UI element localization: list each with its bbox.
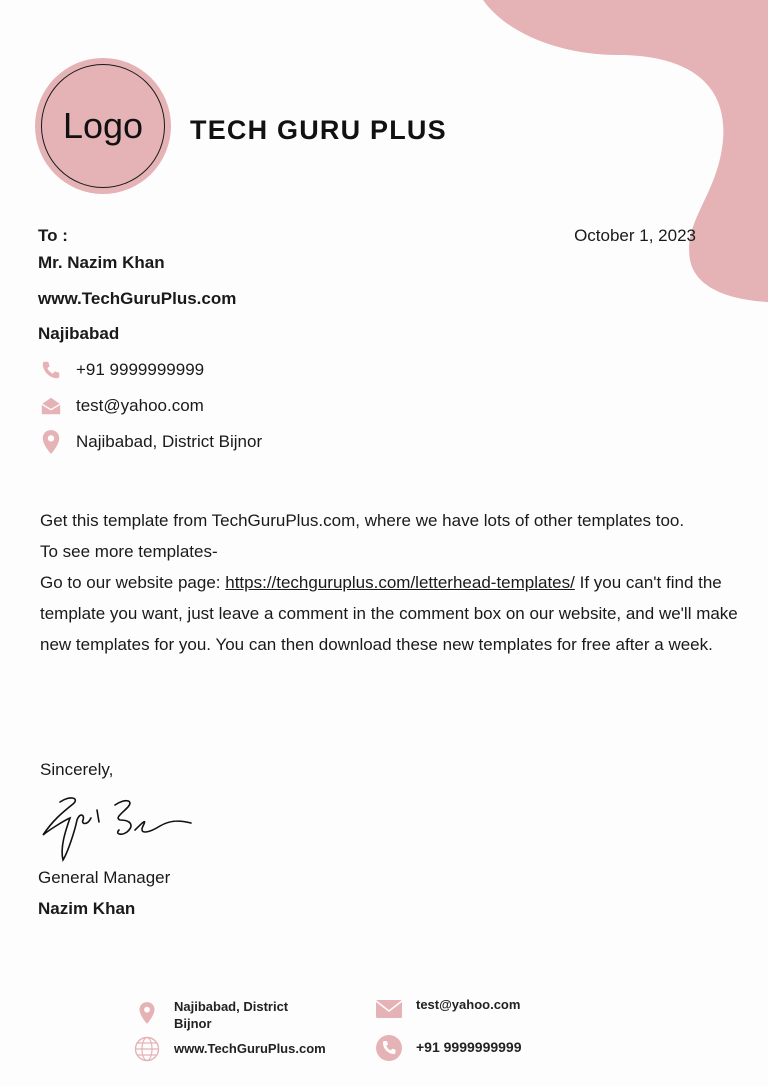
closing: Sincerely, xyxy=(40,760,114,779)
logo xyxy=(35,58,171,194)
footer-phone xyxy=(374,1033,522,1063)
body-line-3-suffix: If you can't find the template you want, just leave a comment in the comment box on our website, and we'll make new templates for you. You can then download these new templates for free after a week. xyxy=(40,573,738,654)
letter-date: October 1, 2023 xyxy=(574,226,696,245)
map-pin-icon xyxy=(38,429,64,455)
contact-address-row xyxy=(38,429,262,455)
phone-icon xyxy=(374,1033,404,1063)
letter-body xyxy=(40,505,740,660)
footer-website xyxy=(132,1034,326,1064)
contact-phone: +91 9999999999 xyxy=(76,360,205,379)
body-paragraph xyxy=(40,567,740,660)
body-line-3-prefix: Go to our website page: xyxy=(40,573,226,592)
company-name: TECH GURU PLUS xyxy=(190,115,447,145)
footer-website-text: www.TechGuruPlus.com xyxy=(174,1041,326,1056)
footer-email xyxy=(374,994,520,1024)
footer-phone-text: +91 9999999999 xyxy=(416,1039,522,1055)
footer-address-line-1: Najibabad, District xyxy=(174,999,289,1014)
templates-link[interactable]: https://techguruplus.com/letterhead-templates/ xyxy=(225,573,575,592)
globe-icon xyxy=(132,1034,162,1064)
recipient-city: Najibabad xyxy=(38,324,120,343)
footer-address xyxy=(132,998,288,1032)
envelope-open-icon xyxy=(38,393,64,419)
signature-image xyxy=(35,790,195,865)
decorative-blob xyxy=(468,0,768,310)
body-line-1: Get this template from TechGuruPlus.com, where we have lots of other templates too. xyxy=(40,511,685,530)
map-pin-icon xyxy=(132,998,162,1028)
logo-inner-circle xyxy=(41,64,165,188)
footer xyxy=(0,990,768,1086)
envelope-icon xyxy=(374,994,404,1024)
phone-icon xyxy=(38,357,64,383)
footer-email-text: test@yahoo.com xyxy=(416,997,521,1012)
signer-title: General Manager xyxy=(38,868,171,887)
body-line-2: To see more templates- xyxy=(40,542,218,561)
contact-email: test@yahoo.com xyxy=(76,396,204,415)
recipient-website: www.TechGuruPlus.com xyxy=(38,289,237,308)
to-label: To : xyxy=(38,226,68,245)
contact-email-row xyxy=(38,393,204,419)
footer-address-line-2: Bijnor xyxy=(174,1016,212,1031)
logo-text: Logo xyxy=(62,105,144,146)
contact-address: Najibabad, District Bijnor xyxy=(76,432,263,451)
contact-phone-row xyxy=(38,357,204,383)
recipient-name: Mr. Nazim Khan xyxy=(38,253,165,272)
signer-name: Nazim Khan xyxy=(38,899,136,918)
